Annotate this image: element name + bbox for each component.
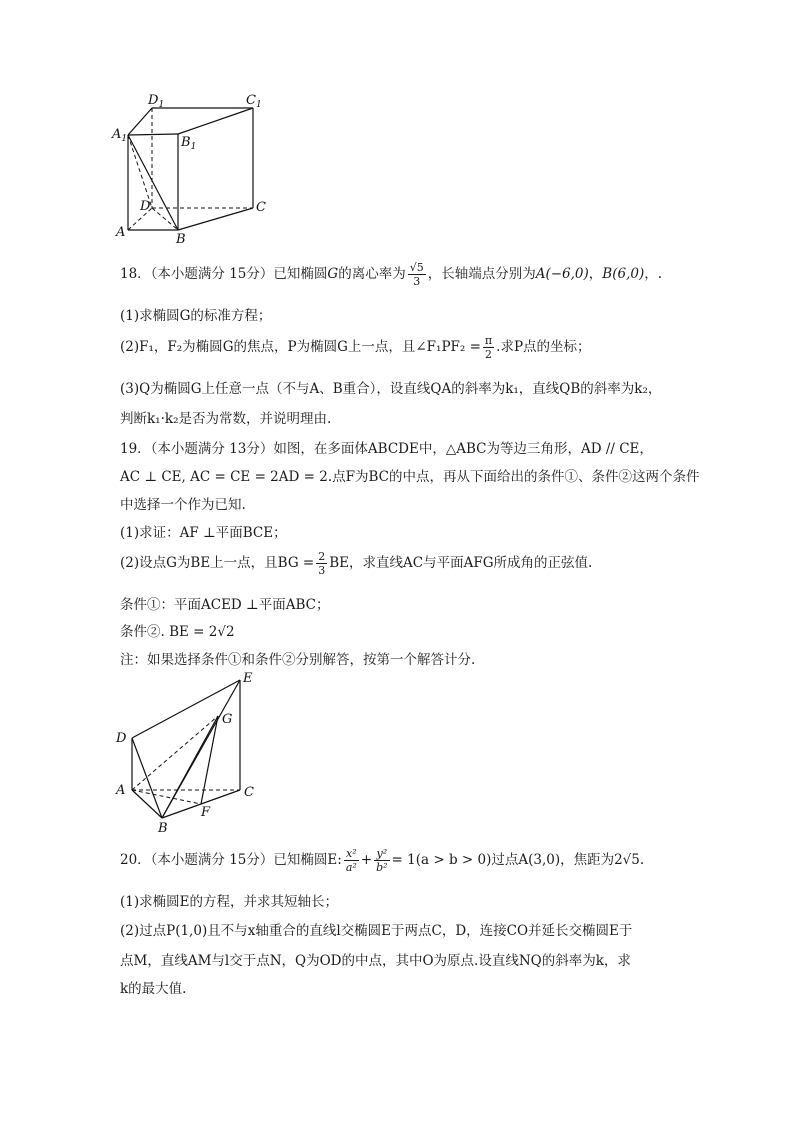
- q20-x2: x²: [344, 847, 359, 861]
- q18-p2-f: P点的坐标；: [513, 339, 591, 355]
- edge-g-f: [201, 716, 218, 804]
- q18-ecc-num: √5: [409, 261, 424, 274]
- q19-p2-a: (2)设点G为BE上一点，且BG =: [120, 555, 315, 571]
- q18-intro-b: 的离心率为: [338, 266, 406, 282]
- q20-intro-a: 20．（本小题满分 15分）已知椭圆E:: [120, 852, 342, 868]
- edge-a1-d1: [128, 108, 152, 135]
- label-c: C: [256, 200, 266, 215]
- q18-p2-e: .求: [496, 339, 514, 355]
- prism-figure: [110, 90, 280, 250]
- q20-part2-line3: k的最大值.: [120, 981, 187, 997]
- hidden-a-f: [132, 790, 201, 804]
- q18-g: G: [327, 266, 339, 282]
- q20-y2: y²: [374, 847, 389, 861]
- q18-intro: [120, 260, 662, 288]
- label-f: F: [201, 805, 211, 820]
- q18-part3-line2: 判断k₁·k₂是否为常数，并说明理由.: [120, 411, 332, 427]
- edge-a1-b1: [128, 134, 178, 135]
- q18-point-b: B(6,0): [602, 266, 645, 282]
- label-g: G: [222, 712, 233, 727]
- q19-frac: [316, 550, 327, 577]
- q20-part1: (1)求椭圆E的方程，并求其短轴长；: [120, 894, 338, 910]
- q18-intro-a: 18．（本小题满分 15分）已知椭圆: [120, 266, 328, 282]
- label-b: B: [158, 821, 168, 836]
- q20-intro-b: = 1(a > b > 0)过点A(3,0)，焦距为2√5.: [391, 852, 645, 868]
- hidden-a1-d: [128, 135, 152, 208]
- q20-x-frac: [344, 847, 359, 874]
- q18-part3-line1: (3)Q为椭圆G上任意一点（不与A、B重合），设直线QA的斜率为k₁，直线QB的斜率为k₂，: [120, 381, 662, 397]
- label-c: C: [244, 785, 254, 800]
- edge-c1-b1: [178, 108, 253, 134]
- hidden-d-b: [152, 208, 178, 230]
- q19-note: 注：如果选择条件①和条件②分别解答，按第一个解答计分.: [120, 652, 476, 668]
- q18-point-a: A(−6,0): [535, 266, 589, 282]
- q19-condition1: 条件①：平面ACED ⊥平面ABC；: [120, 597, 330, 613]
- q19-part2: [120, 550, 592, 577]
- q19-frac-den: 3: [318, 564, 326, 577]
- q19-line1: 19．（本小题满分 13分）如图，在多面体ABCDE中，△ABC为等边三角形，AD // CE，: [120, 441, 653, 457]
- label-a: A: [116, 783, 126, 798]
- label-c1: $C_1$: [246, 93, 262, 110]
- q20-intro: [120, 846, 644, 874]
- q18-angle-den: 2: [485, 348, 493, 361]
- q19-line2: AC ⊥ CE, AC = CE = 2AD = 2.点F为BC的中点，再从下面给出的条件①、条件②这两个条件: [120, 469, 700, 485]
- q20-a2: a²: [345, 861, 357, 874]
- q18-p2-b: F₁，F₂为椭圆: [139, 339, 223, 355]
- q20-y-frac: [374, 847, 389, 874]
- q18-p2-d: P为椭圆G上一点，且∠F₁PF₂ =: [287, 339, 481, 355]
- label-a1: $A_1$: [112, 127, 128, 144]
- q18-intro-d: ，.: [644, 266, 663, 282]
- q18-p2-a: (2): [120, 339, 140, 355]
- q19-condition2: 条件②. BE = 2√2: [120, 624, 235, 640]
- q18-part2: [120, 334, 591, 361]
- q18-part1: (1)求椭圆G的标准方程；: [120, 308, 272, 324]
- edge-d-b: [132, 738, 162, 818]
- label-d: D: [116, 731, 127, 746]
- q20-part2-line1: (2)过点P(1,0)且不与x轴重合的直线l交椭圆E于两点C，D，连接CO并延长交椭圆E于: [120, 923, 633, 939]
- label-a: A: [116, 225, 126, 240]
- q20-b2: b²: [376, 861, 388, 874]
- q19-part1: (1)求证：AF ⊥平面BCE；: [120, 525, 287, 541]
- q18-ecc-den: 3: [413, 275, 421, 288]
- label-d1: $D_1$: [148, 93, 165, 110]
- hidden-a-g: [132, 716, 218, 790]
- q19-p2-b: BE，求直线AC与平面AFG所成角的正弦值.: [329, 555, 593, 571]
- label-e: E: [243, 671, 253, 686]
- q20-plus: +: [360, 852, 373, 868]
- q20-part2-line2: 点M，直线AM与l交于点N，Q为OD的中点，其中O为原点.设直线NQ的斜率为k，求: [120, 953, 631, 969]
- q18-sep: ，: [588, 266, 603, 282]
- q18-angle-num: π: [484, 334, 493, 347]
- label-b: B: [176, 232, 186, 247]
- q19-frac-num: 2: [318, 550, 326, 563]
- polyhedron-figure: [110, 670, 270, 840]
- q18-intro-c: ，长轴端点分别为: [427, 266, 536, 282]
- edge-b-c: [178, 208, 253, 230]
- q19-line3: 中选择一个作为已知.: [120, 497, 246, 513]
- q18-ecc-frac: [408, 261, 426, 288]
- edge-a1-b: [128, 135, 178, 230]
- edge-b-g: [162, 716, 218, 818]
- edge-a-b: [132, 790, 162, 818]
- q18-p2-c: G的焦点，: [222, 339, 288, 355]
- label-b1: $B_1$: [181, 135, 197, 152]
- q18-angle-frac: [483, 334, 494, 361]
- label-d: D: [140, 199, 151, 214]
